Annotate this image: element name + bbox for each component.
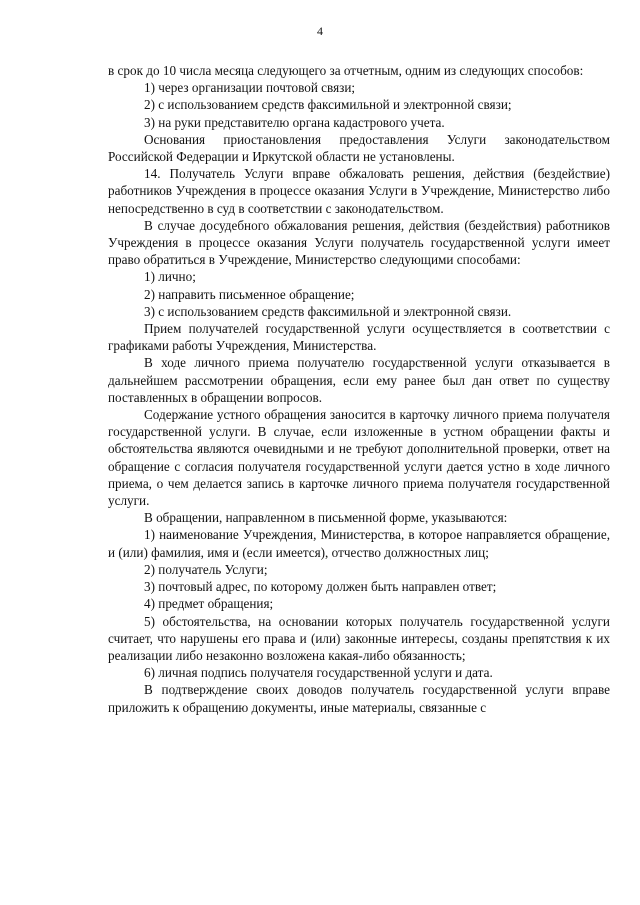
list-item: 1) наименование Учреждения, Министерства, в которое направляется обращение, и (или) фамилия, имя и (если имеется), отчество должностных лиц; [108,527,610,560]
paragraph: Содержание устного обращения заносится в карточку личного приема получателя государственной услуги. В случае, если изложенные в устном обращении факты и обстоятельства являются очевидными и не требуют дополнительной проверки, ответ на обращение с согласия получателя государственной услуги дается устно в ходе личного приема, о чем делается запись в карточке личного приема получателя государственной услуги. [108,407,610,509]
list-item: 2) получатель Услуги; [144,561,268,577]
paragraph: В ходе личного приема получателю государственной услуги отказывается в дальнейшем рассмотрении обращения, если ему ранее был дан ответ по существу поставленных в обращении вопросов. [108,355,610,405]
paragraph: 14. Получатель Услуги вправе обжаловать решения, действия (бездействие) работников Учреждения в процессе оказания Услуги в Учреждение, Министерство либо непосредственно в суд в соответствии с законодательством. [108,166,610,216]
list-item: 3) почтовый адрес, по которому должен быть направлен ответ; [144,579,497,595]
paragraph: В случае досудебного обжалования решения, действия (бездействия) работников Учреждения в процессе оказания Услуги получатель государственной услуги имеет право обратиться в Учреждение, Министерство следующими способами: [108,217,610,268]
paragraph: Прием получателей государственной услуги осуществляется в соответствии с графиками работы Учреждения, Министерства. [108,321,610,354]
page-number: 4 [317,24,323,38]
list-item: 5) обстоятельства, на основании которых получатель государственной услуги считает, что нарушены его права и (или) законные интересы, созданы препятствия к их реализации либо незаконно возложена какая-либо обязанность; [108,613,610,663]
list-item: 2) направить письменное обращение; [144,286,355,302]
paragraph: В обращении, направленном в письменной форме, указываются: [144,510,508,526]
paragraph: Основания приостановления предоставления Услуги законодательством Российской Федерации и Иркутской области не установлены. [108,131,610,165]
list-item: 3) с использованием средств факсимильной и электронной связи. [144,303,512,319]
document-body [108,62,610,716]
list-item: 1) лично; [144,269,196,285]
list-item: 1) через организации почтовой связи; [144,80,356,96]
list-item: 6) личная подпись получателя государственной услуги и дата. [144,665,493,681]
list-item: 4) предмет обращения; [144,596,274,612]
list-item: 2) с использованием средств факсимильной и электронной связи; [144,97,512,113]
paragraph: в срок до 10 числа месяца следующего за отчетным, одним из следующих способов: [108,63,584,78]
paragraph: В подтверждение своих доводов получатель государственной услуги вправе приложить к обращению документы, иные материалы, связанные с [108,682,610,715]
list-item: 3) на руки представителю органа кадастрового учета. [144,114,445,130]
